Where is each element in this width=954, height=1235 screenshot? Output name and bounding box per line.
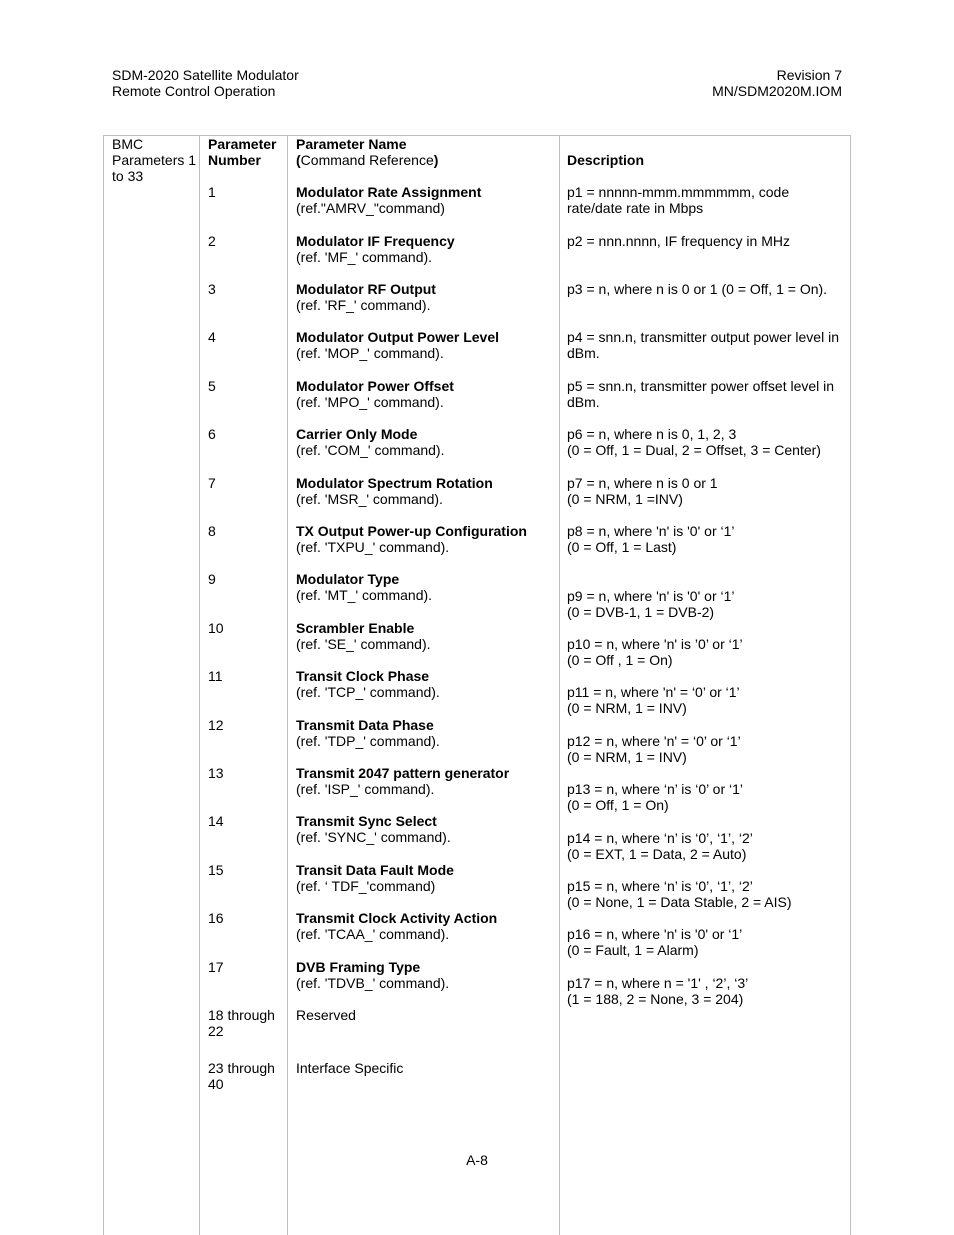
description-line-1: p9 = n, where 'n' is '0' or ‘1’ <box>567 588 735 604</box>
command-reference: (ref. 'TDP_' command). <box>296 733 440 749</box>
table-border-right <box>850 135 851 1235</box>
parameter-name-cell <box>296 378 558 410</box>
command-reference: (ref. 'MT_' command). <box>296 587 433 603</box>
description-line-2: (0 = NRM, 1 = INV) <box>567 749 687 765</box>
parameter-number: 9 <box>208 571 216 587</box>
page-header-left <box>112 67 299 99</box>
command-reference: (ref. 'RF_' command). <box>296 297 431 313</box>
command-reference: (ref. 'MPO_' command). <box>296 394 444 410</box>
parameter-description <box>567 926 847 958</box>
parameter-number: 17 <box>208 959 224 975</box>
parameter-number: 6 <box>208 426 216 442</box>
range-start: 18 through <box>208 1007 275 1023</box>
column-header-name-sub <box>296 152 558 168</box>
parameter-name: Transmit Clock Activity Action <box>296 910 498 926</box>
command-reference: (ref."AMRV_"command) <box>296 200 445 216</box>
parameter-number: 10 <box>208 620 224 636</box>
command-reference: (ref. ‘ TDF_'command) <box>296 878 436 894</box>
description-line-1: p2 = nnn.nnnn, IF frequency in MHz <box>567 233 790 249</box>
parameter-name: Scrambler Enable <box>296 620 415 636</box>
parameter-description <box>567 878 847 910</box>
parameter-name: Modulator Power Offset <box>296 378 454 394</box>
parameter-number-range <box>208 1007 286 1039</box>
command-reference: (ref. 'TCP_' command). <box>296 684 440 700</box>
parameter-number: 8 <box>208 523 216 539</box>
parameter-name: Transmit Data Phase <box>296 717 434 733</box>
parameter-name-cell <box>296 475 558 507</box>
parameter-number: 2 <box>208 233 216 249</box>
parameter-name-cell <box>296 184 558 216</box>
description-line-1: p6 = n, where n is 0, 1, 2, 3 <box>567 426 737 442</box>
description-line-2: (0 = NRM, 1 = INV) <box>567 700 687 716</box>
command-reference-label: Command Reference <box>300 152 434 168</box>
description-line-2: (0 = NRM, 1 =INV) <box>567 491 683 507</box>
parameter-name-cell <box>296 717 558 749</box>
description-line-1: p16 = n, where 'n' is '0' or ‘1’ <box>567 926 743 942</box>
command-reference: (ref. 'TXPU_' command). <box>296 539 450 555</box>
description-line-1: p4 = snn.n, transmitter output power level in <box>567 329 839 345</box>
parameter-description <box>567 233 847 249</box>
paren-open: ( <box>296 152 301 168</box>
parameter-name: Transit Clock Phase <box>296 668 430 684</box>
column-header-name <box>296 136 558 168</box>
parameter-description <box>567 830 847 862</box>
range-end: 40 <box>208 1076 224 1092</box>
description-line-1: p5 = snn.n, transmitter power offset level in <box>567 378 835 394</box>
parameter-name-cell <box>296 329 558 361</box>
table-divider-3 <box>559 135 560 1235</box>
parameter-name-cell <box>296 813 558 845</box>
parameter-description <box>567 975 847 1007</box>
command-reference: (ref. 'TDVB_' command). <box>296 975 450 991</box>
parameter-name-cell <box>296 523 558 555</box>
description-line-2: (0 = Off, 1 = On) <box>567 797 669 813</box>
parameter-name-cell <box>296 862 558 894</box>
column-header-description: Description <box>567 152 645 168</box>
parameter-name: DVB Framing Type <box>296 959 421 975</box>
description-line-1: p12 = n, where 'n' = ‘0’ or ‘1’ <box>567 733 741 749</box>
parameter-name: Carrier Only Mode <box>296 426 418 442</box>
command-reference: (ref. 'MOP_' command). <box>296 345 444 361</box>
description-line-2: (0 = Off, 1 = Last) <box>567 539 677 555</box>
description-line-2: dBm. <box>567 345 600 361</box>
parameter-number: 16 <box>208 910 224 926</box>
parameter-name: Modulator IF Frequency <box>296 233 455 249</box>
command-reference: (ref. 'ISP_' command). <box>296 781 435 797</box>
paren-close: ) <box>433 152 439 168</box>
description-line-2: (0 = EXT, 1 = Data, 2 = Auto) <box>567 846 747 862</box>
parameter-description <box>567 281 847 297</box>
description-line-1: p13 = n, where ‘n’ is ‘0’ or ‘1’ <box>567 781 743 797</box>
parameter-description <box>567 733 847 765</box>
parameter-name: Transmit Sync Select <box>296 813 437 829</box>
parameter-description <box>567 636 847 668</box>
command-reference: (ref. 'SYNC_' command). <box>296 829 451 845</box>
description-line-1: p10 = n, where 'n' is ’0’ or ‘1’ <box>567 636 743 652</box>
parameter-name: Modulator Output Power Level <box>296 329 500 345</box>
description-line-2: (0 = DVB-1, 1 = DVB-2) <box>567 604 715 620</box>
parameter-name: Modulator Spectrum Rotation <box>296 475 493 491</box>
description-line-1: p7 = n, where n is 0 or 1 <box>567 475 718 491</box>
parameter-name: Modulator RF Output <box>296 281 436 297</box>
parameter-description <box>567 588 847 620</box>
description-line-1: p3 = n, where n is 0 or 1 (0 = Off, 1 = On). <box>567 281 828 297</box>
parameter-name-cell <box>296 668 558 700</box>
parameter-name: Interface Specific <box>296 1060 404 1076</box>
description-line-2: (0 = Off , 1 = On) <box>567 652 673 668</box>
parameter-number: 15 <box>208 862 224 878</box>
command-reference: (ref. 'COM_' command). <box>296 442 445 458</box>
parameter-name: TX Output Power-up Configuration <box>296 523 527 539</box>
parameter-name: Transmit 2047 pattern generator <box>296 765 510 781</box>
parameter-name-cell <box>296 281 558 313</box>
parameter-description <box>567 781 847 813</box>
bmc-label: BMC Parameters 1 to 33 <box>112 136 197 184</box>
parameter-description <box>567 329 847 361</box>
parameter-number: 7 <box>208 475 216 491</box>
description-line-1: p1 = nnnnn-mmm.mmmmmm, code <box>567 184 790 200</box>
parameter-name-cell <box>296 910 558 942</box>
parameter-name-cell <box>296 233 558 265</box>
table-divider-1 <box>199 135 200 1235</box>
parameter-number: 11 <box>208 668 223 684</box>
page-header-right <box>712 67 842 99</box>
parameter-number-range <box>208 1060 286 1092</box>
description-line-1: p14 = n, where ‘n’ is ‘0’, ‘1’, ‘2’ <box>567 830 753 846</box>
parameter-name-cell <box>296 959 558 991</box>
header-revision: Revision 7 <box>776 67 842 83</box>
parameter-description <box>567 475 847 507</box>
parameter-description <box>567 184 847 216</box>
parameter-name: Modulator Rate Assignment <box>296 184 482 200</box>
command-reference: (ref. 'SE_' command). <box>296 636 431 652</box>
parameter-number: 14 <box>208 813 224 829</box>
parameter-name-cell <box>296 765 558 797</box>
parameter-description <box>567 684 847 716</box>
parameter-name: Modulator Type <box>296 571 400 587</box>
parameter-number: 3 <box>208 281 216 297</box>
parameter-number: 1 <box>208 184 216 200</box>
range-end: 22 <box>208 1023 224 1039</box>
parameter-number: 4 <box>208 329 216 345</box>
column-header-number: Parameter Number <box>208 136 277 168</box>
parameter-description <box>567 523 847 555</box>
parameter-description <box>567 426 847 458</box>
page-number: A-8 <box>466 1152 488 1168</box>
column-header-name-title: Parameter Name <box>296 136 407 152</box>
description-line-2: (0 = Fault, 1 = Alarm) <box>567 942 699 958</box>
parameter-name-cell <box>296 571 558 603</box>
description-line-1: p8 = n, where 'n' is '0' or ‘1’ <box>567 523 735 539</box>
description-line-1: p17 = n, where n = '1' , ‘2’, ‘3’ <box>567 975 749 991</box>
description-line-2: (1 = 188, 2 = None, 3 = 204) <box>567 991 744 1007</box>
parameter-number: 5 <box>208 378 216 394</box>
description-line-2: rate/date rate in Mbps <box>567 200 704 216</box>
command-reference: (ref. 'TCAA_' command). <box>296 926 450 942</box>
description-line-1: p15 = n, where ‘n’ is ‘0’, ‘1’, ‘2’ <box>567 878 753 894</box>
parameter-name: Reserved <box>296 1007 356 1023</box>
range-start: 23 through <box>208 1060 275 1076</box>
description-line-2: (0 = Off, 1 = Dual, 2 = Offset, 3 = Center) <box>567 442 821 458</box>
description-line-2: dBm. <box>567 394 600 410</box>
header-product: SDM-2020 Satellite Modulator <box>112 67 299 83</box>
table-border-left <box>103 135 104 1235</box>
command-reference: (ref. 'MSR_' command). <box>296 491 443 507</box>
parameter-number: 12 <box>208 717 224 733</box>
command-reference: (ref. 'MF_' command). <box>296 249 433 265</box>
parameter-name: Transit Data Fault Mode <box>296 862 454 878</box>
parameter-name-cell <box>296 620 558 652</box>
description-line-2: (0 = None, 1 = Data Stable, 2 = AIS) <box>567 894 792 910</box>
description-line-1: p11 = n, where 'n' = ‘0’ or ‘1’ <box>567 684 740 700</box>
parameter-number: 13 <box>208 765 224 781</box>
parameter-description <box>567 378 847 410</box>
header-doc-id: MN/SDM2020M.IOM <box>712 83 842 99</box>
parameter-name-cell <box>296 426 558 458</box>
header-section: Remote Control Operation <box>112 83 276 99</box>
table-divider-2 <box>287 135 288 1235</box>
